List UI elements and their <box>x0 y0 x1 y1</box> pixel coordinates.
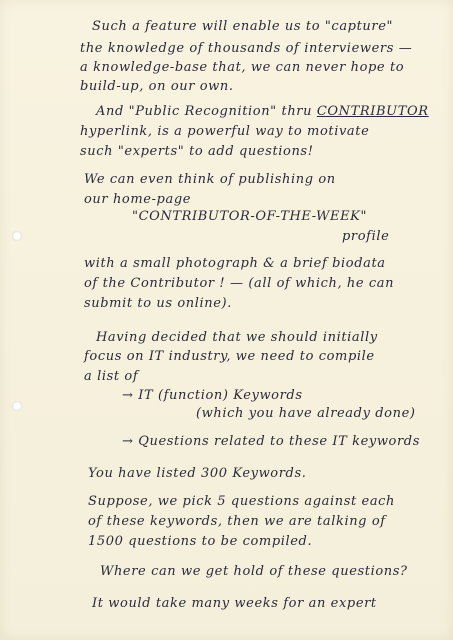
p4-line-3: submit to us online). <box>84 296 232 311</box>
p5-line-2: focus on IT industry, we need to compile <box>84 349 375 364</box>
contributor-word: CONTRIBUTOR <box>316 104 429 119</box>
p3-line-2: our home-page <box>84 192 192 207</box>
p6-line-1: You have listed 300 Keywords. <box>88 466 307 481</box>
p2-line-2: hyperlink, is a powerful way to motivate <box>80 124 370 139</box>
p8-line-1: Where can we get hold of these questions? <box>100 564 408 579</box>
punch-hole-top <box>12 231 22 241</box>
list-item-it-keywords: → IT (function) Keywords <box>122 388 303 403</box>
p1-line-3: a knowledge-base that, we can never hope to <box>80 60 405 75</box>
p2-line-3: such "experts" to add questions! <box>80 144 314 159</box>
p7-line-3: 1500 questions to be compiled. <box>88 534 313 549</box>
p2-line-1 <box>96 104 429 120</box>
p7-line-2: of these keywords, then we are talking of <box>88 514 386 529</box>
profile-label: profile <box>342 229 390 244</box>
punch-hole-bottom <box>12 401 22 411</box>
p5-line-3: a list of <box>84 369 139 384</box>
p1-line-1: Such a feature will enable us to "capture" <box>92 19 394 34</box>
list-item-already-done: (which you have already done) <box>196 406 416 421</box>
p3-line-1: We can even think of publishing on <box>84 172 336 187</box>
p1-line-2: the knowledge of thousands of interviewers — <box>80 41 413 56</box>
p5-line-1: Having decided that we should initially <box>96 330 378 345</box>
feature-title: "CONTRIBUTOR-OF-THE-WEEK" <box>132 209 368 224</box>
p1-line-4: build-up, on our own. <box>80 79 234 94</box>
p4-line-1: with a small photograph & a brief biodata <box>84 256 386 271</box>
p9-line-1: It would take many weeks for an expert <box>92 596 377 611</box>
p2-line-1-text: And "Public Recognition" thru <box>96 104 313 119</box>
p7-line-1: Suppose, we pick 5 questions against each <box>88 494 396 509</box>
p4-line-2: of the Contributor ! — (all of which, he can <box>84 276 395 291</box>
list-item-questions: → Questions related to these IT keywords <box>122 434 420 449</box>
